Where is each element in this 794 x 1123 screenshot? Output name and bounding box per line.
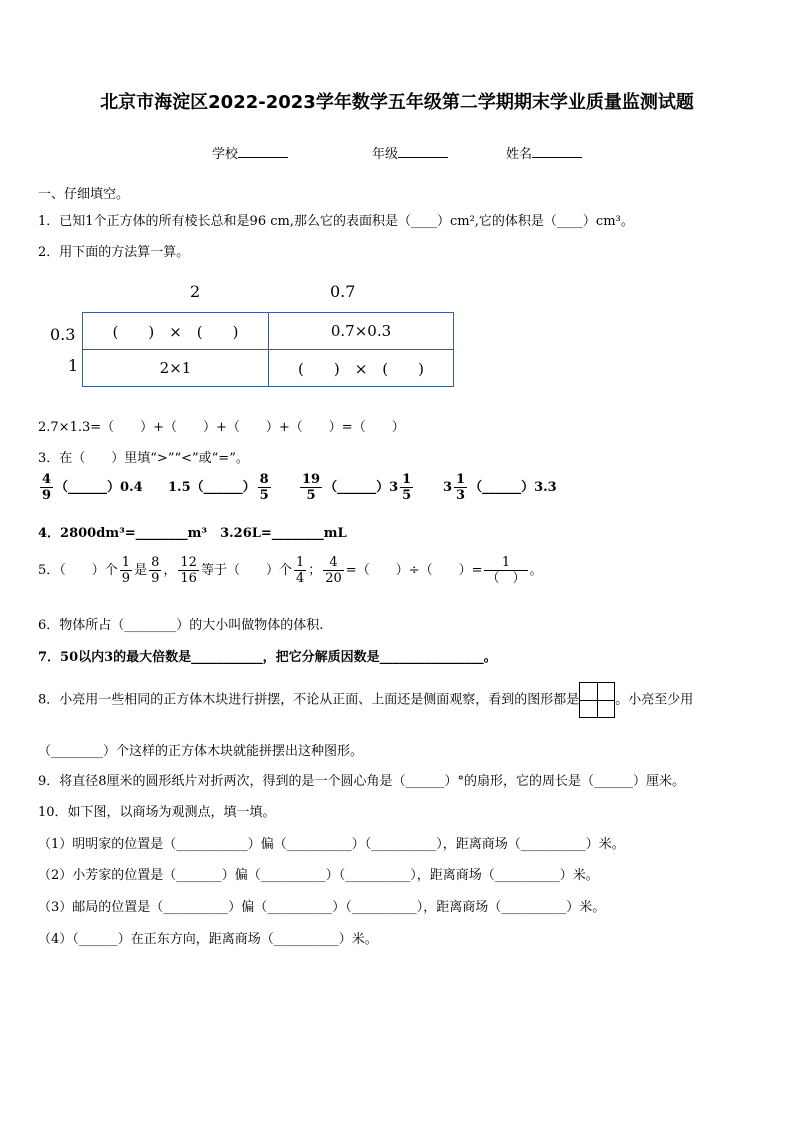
cell-0.7x0.3: 0.7×0.3 bbox=[269, 313, 454, 350]
equation-2.7x1.3: 2.7×1.3=（ ）+（ ）+（ ）+（ ）=（ ） bbox=[38, 420, 405, 435]
q10-item-4: （4）（______）在正东方向，距离商场（__________）米。 bbox=[38, 932, 378, 947]
side-label-0.3: 0.3 bbox=[50, 325, 76, 344]
compare-4: 3 $\frac{1}{3}$ （______）3.3 bbox=[443, 472, 557, 503]
side-label-1: 1 bbox=[68, 356, 79, 375]
cell-blank-product-2: ( ) × ( ) bbox=[269, 350, 454, 387]
question-4: 4．2800dm³=________m³ 3.26L=________mL bbox=[38, 526, 347, 541]
cell-2x1: 2×1 bbox=[83, 350, 269, 387]
compare-2: 1.5（______） $\frac{8}{5}$ bbox=[168, 472, 269, 503]
grade-field: 年级 bbox=[372, 143, 448, 162]
top-label-2: 2 bbox=[190, 282, 201, 301]
question-8: 8．小亮用一些相同的正方体木块进行拼摆，不论从正面、上面还是侧面观察，看到的图形都是 。小亮至少用 bbox=[38, 682, 693, 718]
question-7: 7．50以内3的最大倍数是___________，把它分解质因数是________________。 bbox=[38, 650, 497, 665]
square-grid-icon bbox=[579, 682, 615, 718]
section-heading: 一、仔细填空。 bbox=[38, 187, 130, 202]
question-2: 2．用下面的方法算一算。 bbox=[38, 245, 190, 260]
area-model-table bbox=[82, 312, 454, 387]
question-10: 10．如下图，以商场为观测点，填一填。 bbox=[38, 805, 276, 820]
q10-item-1: （1）明明家的位置是（___________）偏（__________）（__________），距离商场（__________）米。 bbox=[38, 837, 625, 852]
q10-item-2: （2）小芳家的位置是（_______）偏（__________）（__________），距离商场（__________）米。 bbox=[38, 868, 599, 883]
compare-1: $\frac{4}{9}$ （______）0.4 bbox=[42, 472, 143, 503]
question-3: 3．在（ ）里填“>”“<”或“=”。 bbox=[38, 451, 249, 466]
name-field: 姓名 bbox=[506, 143, 582, 162]
top-label-0.7: 0.7 bbox=[330, 282, 356, 301]
cell-blank-product-1: ( ) × ( ) bbox=[83, 313, 269, 350]
page-title: 北京市海淀区2022-2023学年数学五年级第二学期期末学业质量监测试题 bbox=[100, 92, 694, 113]
question-9: 9．将直径8厘米的圆形纸片对折两次，得到的是一个圆心角是（______）°的扇形，它的周长是（______）厘米。 bbox=[38, 774, 686, 789]
q10-item-3: （3）邮局的位置是（__________）偏（__________）（__________），距离商场（__________）米。 bbox=[38, 900, 606, 915]
compare-3: $\frac{19}{5}$ （______）3 $\frac{1}{5}$ bbox=[302, 472, 412, 503]
question-6: 6．物体所占（________）的大小叫做物体的体积. bbox=[38, 618, 324, 633]
question-8-cont: （________）个这样的正方体木块就能拼摆出这种图形。 bbox=[38, 744, 364, 759]
question-5: 5．（ ）个 $\frac{1}{9}$ 是 $\frac{8}{9}$ ， $\frac{12}{16}$ 等于（ ）个 $\frac{1}{4}$ ； $\frac{4}{20}$ =（ ）÷（ ）= $\frac{1}{( )}$ 。 bbox=[38, 555, 543, 586]
question-1: 1．已知1个正方体的所有棱长总和是96 cm,那么它的表面积是（____）cm²,它的体积是（____）cm³。 bbox=[38, 214, 634, 229]
school-field: 学校 bbox=[212, 143, 288, 162]
